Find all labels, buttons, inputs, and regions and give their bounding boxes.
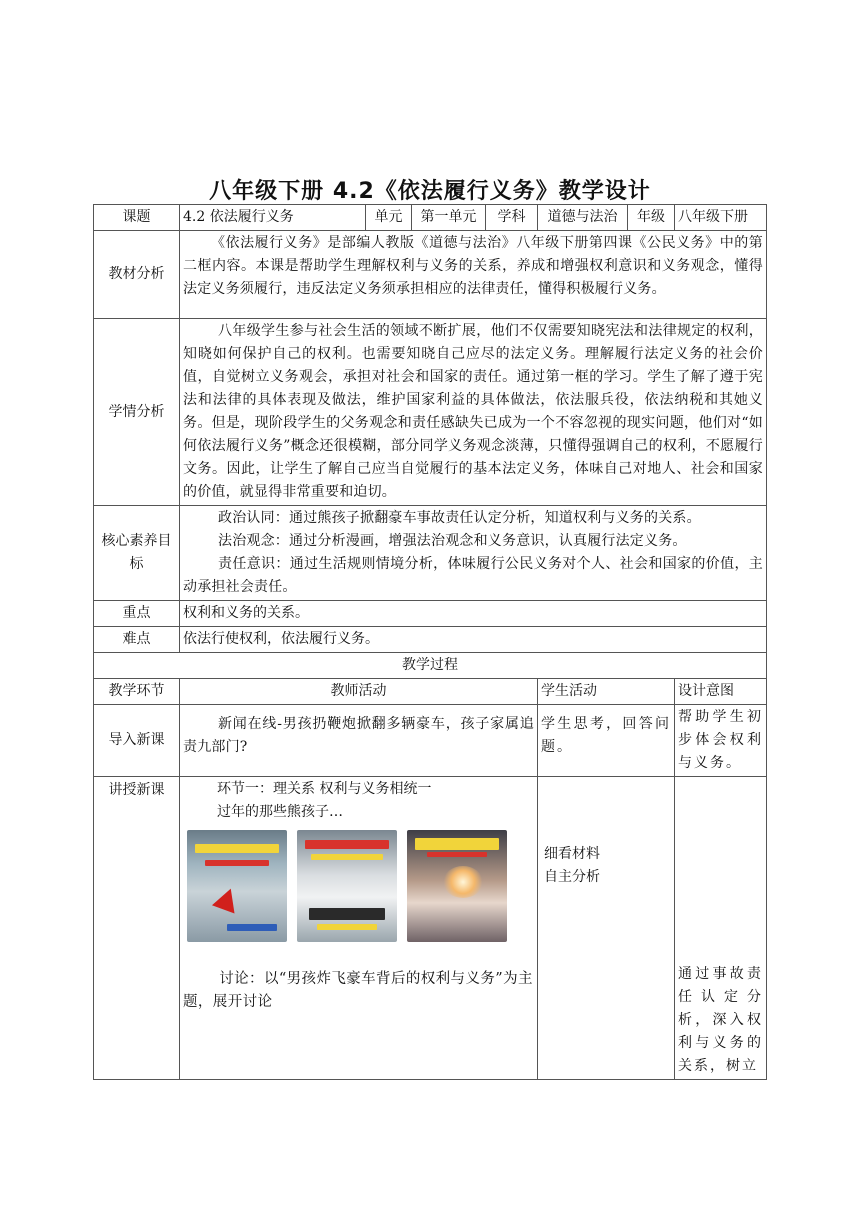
subject-value: 道德与法治 bbox=[538, 205, 628, 231]
key-point-row bbox=[94, 601, 767, 627]
difficulty-text: 依法行使权利，依法履行义务。 bbox=[180, 627, 767, 653]
goal-item-2: 法治观念：通过分析漫画，增强法治观念和义务意识，认真履行法定义务。 bbox=[218, 533, 687, 549]
key-point-text: 权利和义务的关系。 bbox=[180, 601, 767, 627]
news-images bbox=[187, 830, 534, 942]
goals-label: 核心素养目标 bbox=[94, 506, 180, 601]
lesson-plan-table bbox=[93, 204, 767, 1080]
process-title-row bbox=[94, 653, 767, 679]
process-header-stage: 教学环节 bbox=[94, 679, 180, 705]
goal-item-3: 责任意识：通过生活规则情境分析，体味履行公民义务对个人、社会和国家的价值，主动承担社会责任。 bbox=[183, 556, 763, 595]
intro-student: 学生思考，回答问题。 bbox=[538, 705, 675, 777]
goal-item-1: 政治认同：通过熊孩子掀翻豪车事故责任认定分析，知道权利与义务的关系。 bbox=[218, 510, 701, 526]
topic-label: 课题 bbox=[94, 205, 180, 231]
topic-value: 4.2 依法履行义务 bbox=[180, 205, 366, 231]
learner-paragraph: 八年级学生参与社会生活的领域不断扩展，他们不仅需要知晓宪法和法律规定的权利，知晓如何保护自己的权利。也需要知晓自己应尽的法定义务。理解履行法定义务的社会价值，自觉树立义务观会，承担对社会和国家的责任。通过第一框的学习。学生了解了遵于宪法和法律的具体表现及做法，维护国家利益的具体做法，依法服兵役，依法纳税和其她义务。但是，现阶段学生的父务观念和责任感缺失已成为一个不容忽视的现实问题，他们对“如何依法履行义务”概念还很模糊，部分同学义务观念淡薄，只懂得强调自己的权利，不愿履行文务。因此，让学生了解自己应当自觉履行的基本法定义务，体味自己对地人、社会和国家的价值，就显得非常重要和迫切。 bbox=[183, 323, 763, 500]
news-image-2 bbox=[297, 830, 397, 942]
teaching-student-line1: 细看材料 bbox=[544, 846, 600, 862]
teaching-teacher-line2: 过年的那些熊孩子… bbox=[217, 804, 343, 820]
process-row-intro bbox=[94, 705, 767, 777]
intro-teacher bbox=[180, 705, 538, 777]
teaching-teacher-discussion: 讨论：以“男孩炸飞豪车背后的权利与义务”为主题，展开讨论 bbox=[183, 971, 533, 1010]
material-label: 教材分析 bbox=[94, 231, 180, 319]
learner-label: 学情分析 bbox=[94, 319, 180, 506]
learner-row bbox=[94, 319, 767, 506]
header-row bbox=[94, 205, 767, 231]
news-image-1 bbox=[187, 830, 287, 942]
teaching-teacher-line1: 环节一：理关系 权利与义务相统一 bbox=[217, 781, 432, 797]
intro-teacher-text: 新闻在线-男孩扔鞭炮掀翻多辆豪车，孩子家属追责九部门? bbox=[183, 716, 534, 755]
process-title: 教学过程 bbox=[94, 653, 767, 679]
teaching-student-line2: 自主分析 bbox=[544, 869, 600, 885]
process-header-row bbox=[94, 679, 767, 705]
teaching-intent: 通过事故责任认定分析，深入权利与义务的关系，树立 bbox=[675, 777, 767, 1080]
material-row bbox=[94, 231, 767, 319]
grade-value: 八年级下册 bbox=[675, 205, 767, 231]
difficulty-row bbox=[94, 627, 767, 653]
grade-label: 年级 bbox=[628, 205, 675, 231]
learner-text bbox=[180, 319, 767, 506]
teaching-stage: 讲授新课 bbox=[94, 777, 180, 1080]
process-row-teaching bbox=[94, 777, 767, 1080]
material-text bbox=[180, 231, 767, 319]
intro-intent: 帮助学生初步体会权利与义务。 bbox=[675, 705, 767, 777]
process-header-intent: 设计意图 bbox=[675, 679, 767, 705]
unit-label: 单元 bbox=[366, 205, 412, 231]
goals-text bbox=[180, 506, 767, 601]
unit-value: 第一单元 bbox=[412, 205, 486, 231]
teaching-student bbox=[538, 777, 675, 1080]
intro-stage: 导入新课 bbox=[94, 705, 180, 777]
subject-label: 学科 bbox=[486, 205, 538, 231]
goals-row bbox=[94, 506, 767, 601]
process-header-student: 学生活动 bbox=[538, 679, 675, 705]
teaching-teacher bbox=[180, 777, 538, 1080]
difficulty-label: 难点 bbox=[94, 627, 180, 653]
process-header-teacher: 教师活动 bbox=[180, 679, 538, 705]
document-title: 八年级下册 4.2《依法履行义务》教学设计 bbox=[209, 179, 651, 204]
key-point-label: 重点 bbox=[94, 601, 180, 627]
material-paragraph: 《依法履行义务》是部编人教版《道德与法治》八年级下册第四课《公民义务》中的第二框内容。本课是帮助学生理解权利与义务的关系，养成和增强权利意识和义务观念，懂得法定义务须履行，违反法定义务须承担相应的法律责任，懂得积极履行义务。 bbox=[183, 235, 763, 297]
news-image-3 bbox=[407, 830, 507, 942]
